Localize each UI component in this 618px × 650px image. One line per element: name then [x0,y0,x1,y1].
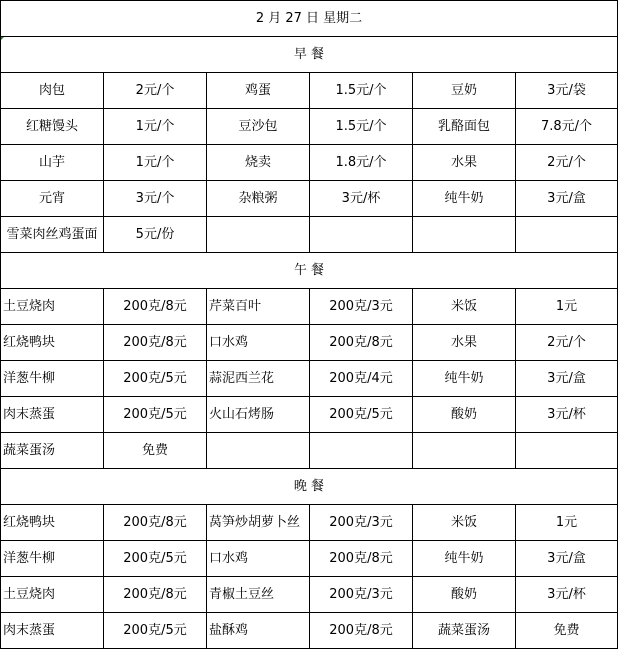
item-name-cell: 洋葱牛柳 [1,361,104,397]
item-name-cell: 土豆烧肉 [1,289,104,325]
lunch-row [1,397,618,433]
dinner-row [1,541,618,577]
breakfast-row [1,109,618,145]
item-price-cell: 3元/盒 [516,181,618,217]
item-price-cell: 200克/8元 [104,577,207,613]
item-name-cell: 红烧鸭块 [1,505,104,541]
item-name-cell: 豆沙包 [207,109,310,145]
item-name-cell: 盐酥鸡 [207,613,310,649]
item-name-cell: 烧卖 [207,145,310,181]
item-name-cell: 水果 [413,145,516,181]
item-name-cell [207,433,310,469]
item-price-cell: 200克/5元 [310,397,413,433]
item-price-cell: 1.8元/个 [310,145,413,181]
item-name-cell [413,217,516,253]
item-name-cell: 豆奶 [413,73,516,109]
item-price-cell: 200克/5元 [104,361,207,397]
item-price-cell: 1元/个 [104,109,207,145]
item-price-cell: 3元/杯 [310,181,413,217]
item-price-cell: 200克/5元 [104,541,207,577]
breakfast-row [1,73,618,109]
item-price-cell: 200克/4元 [310,361,413,397]
item-price-cell [310,433,413,469]
item-name-cell: 蔬菜蛋汤 [1,433,104,469]
item-price-cell: 200克/3元 [310,505,413,541]
item-name-cell: 口水鸡 [207,325,310,361]
item-price-cell: 免费 [104,433,207,469]
lunch-row [1,325,618,361]
item-name-cell: 蒜泥西兰花 [207,361,310,397]
item-name-cell: 酸奶 [413,397,516,433]
item-name-cell: 米饭 [413,289,516,325]
item-price-cell: 3元/盒 [516,361,618,397]
item-name-cell: 元宵 [1,181,104,217]
item-price-cell: 5元/份 [104,217,207,253]
item-price-cell: 3元/杯 [516,577,618,613]
item-price-cell: 200克/8元 [104,505,207,541]
item-price-cell [516,433,618,469]
dinner-section-title: 晚 餐 [1,469,618,505]
breakfast-section-title: 早 餐 [1,37,618,73]
item-price-cell: 1元/个 [104,145,207,181]
item-name-cell: 肉末蒸蛋 [1,613,104,649]
item-name-cell: 肉末蒸蛋 [1,397,104,433]
item-price-cell: 2元/个 [516,325,618,361]
item-name-cell: 土豆烧肉 [1,577,104,613]
item-price-cell [516,217,618,253]
item-price-cell: 200克/3元 [310,577,413,613]
dinner-row [1,577,618,613]
item-price-cell: 3元/杯 [516,397,618,433]
item-name-cell: 火山石烤肠 [207,397,310,433]
item-name-cell: 雪菜肉丝鸡蛋面 [1,217,104,253]
item-name-cell: 鸡蛋 [207,73,310,109]
item-name-cell: 乳酪面包 [413,109,516,145]
breakfast-row [1,217,618,253]
item-name-cell: 青椒土豆丝 [207,577,310,613]
item-name-cell: 芹菜百叶 [207,289,310,325]
item-name-cell: 酸奶 [413,577,516,613]
item-name-cell: 米饭 [413,505,516,541]
lunch-row [1,289,618,325]
item-price-cell: 1元 [516,289,618,325]
item-name-cell: 纯牛奶 [413,181,516,217]
item-name-cell: 纯牛奶 [413,541,516,577]
item-price-cell: 1.5元/个 [310,109,413,145]
item-price-cell [310,217,413,253]
item-price-cell: 3元/个 [104,181,207,217]
item-name-cell: 水果 [413,325,516,361]
item-price-cell: 200克/8元 [104,325,207,361]
item-price-cell: 1元 [516,505,618,541]
item-name-cell: 红糖馒头 [1,109,104,145]
item-name-cell: 纯牛奶 [413,361,516,397]
lunch-row [1,361,618,397]
lunch-section-title: 午 餐 [1,253,618,289]
breakfast-row [1,181,618,217]
item-name-cell: 莴笋炒胡萝卜丝 [207,505,310,541]
item-name-cell: 杂粮粥 [207,181,310,217]
item-name-cell: 红烧鸭块 [1,325,104,361]
item-price-cell: 200克/8元 [310,325,413,361]
item-name-cell: 蔬菜蛋汤 [413,613,516,649]
dinner-row [1,505,618,541]
lunch-row [1,433,618,469]
dinner-row [1,613,618,649]
item-name-cell: 肉包 [1,73,104,109]
item-price-cell: 2元/个 [516,145,618,181]
item-price-cell: 免费 [516,613,618,649]
breakfast-row [1,145,618,181]
item-price-cell: 200克/8元 [310,541,413,577]
item-name-cell: 山芋 [1,145,104,181]
item-price-cell: 3元/袋 [516,73,618,109]
item-name-cell [207,217,310,253]
item-name-cell: 洋葱牛柳 [1,541,104,577]
item-price-cell: 200克/3元 [310,289,413,325]
item-price-cell: 200克/5元 [104,397,207,433]
item-price-cell: 7.8元/个 [516,109,618,145]
item-price-cell: 200克/8元 [310,613,413,649]
item-name-cell [413,433,516,469]
item-name-cell: 口水鸡 [207,541,310,577]
item-price-cell: 200克/8元 [104,289,207,325]
item-price-cell: 1.5元/个 [310,73,413,109]
date-header: 2 月 27 日 星期二 [1,1,618,37]
item-price-cell: 3元/盒 [516,541,618,577]
item-price-cell: 200克/5元 [104,613,207,649]
item-price-cell: 2元/个 [104,73,207,109]
